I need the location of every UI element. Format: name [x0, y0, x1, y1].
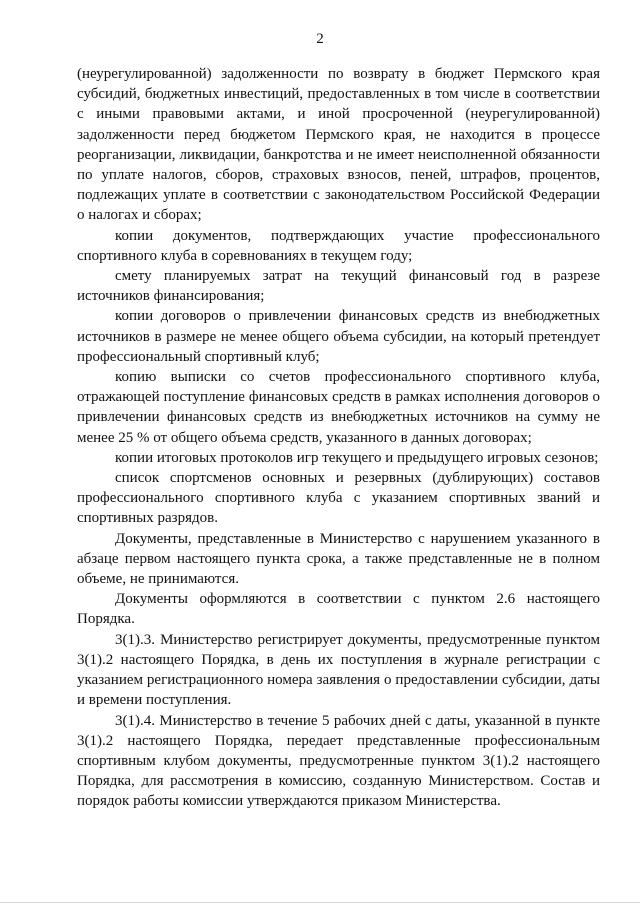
list-item-athlete-roster: список спортсменов основных и резервных (дублирующих) составов профессионального спортивного клуба с указанием спортивных званий и спортивных разрядов.	[77, 470, 600, 527]
list-item-account-statement: копию выписки со счетов профессионального спортивного клуба, отражающей поступление финансовых средств в рамках исполнения договоров о привлечении финансовых средств из внебюджетных источников на сумму не менее 25 % от общего объема средств, указанного в данных договорах;	[77, 369, 600, 446]
list-item-copies-participation: копии документов, подтверждающих участие профессионального спортивного клуба в соревнованиях в текущем году;	[77, 227, 600, 264]
paragraph-continuation: (неурегулированной) задолженности по возврату в бюджет Пермского края субсидий, бюджетных инвестиций, предоставленных в том числе в соответствии с иными правовыми актами, и иной просроченной (неурегулированной) задолженности перед бюджетом Пермского края, не находится в процессе реорганизации, ликвидации, банкротства и не имеет неисполненной обязанности по уплате налогов, сборов, страховых взносов, пеней, штрафов, процентов, подлежащих уплате в соответствии с законодательством Российской Федерации о налогах и сборах;	[77, 66, 600, 224]
page-number: 2	[316, 31, 324, 47]
document-body	[77, 64, 600, 812]
paragraph-rejection-rule: Документы, представленные в Министерство с нарушением указанного в абзаце первом настоящего пункта срока, а также представленные не в полном объеме, не принимаются.	[77, 530, 600, 588]
list-item-funding-contracts: копии договоров о привлечении финансовых средств из внебюджетных источников в размере не менее общего объема субсидии, на который претендует профессиональный спортивный клуб;	[77, 308, 600, 365]
list-item-game-protocols: копии итоговых протоколов игр текущего и предыдущего игровых сезонов;	[115, 449, 599, 466]
paragraph-clause-3-1-3: 3(1).3. Министерство регистрирует документы, предусмотренные пунктом 3(1).2 настоящего Порядка, в день их поступления в журнале регистрации с указанием регистрационного номера заявления о предоставлении субсидии, даты и времени поступления.	[77, 631, 600, 709]
paragraph-clause-3-1-4: 3(1).4. Министерство в течение 5 рабочих дней с даты, указанной в пункте 3(1).2 настоящего Порядка, передает представленные профессиональным спортивным клубом документы, предусмотренные пунктом 3(1).2 настоящего Порядка, для рассмотрения в комиссию, созданную Министерством. Состав и порядок работы комиссии утверждаются приказом Министерства.	[77, 712, 600, 810]
paragraph-formatting-rule: Документы оформляются в соответствии с пунктом 2.6 настоящего Порядка.	[77, 591, 600, 628]
page-edge-divider	[0, 902, 640, 903]
list-item-cost-estimate: смету планируемых затрат на текущий финансовый год в разрезе источников финансирования;	[77, 268, 600, 305]
